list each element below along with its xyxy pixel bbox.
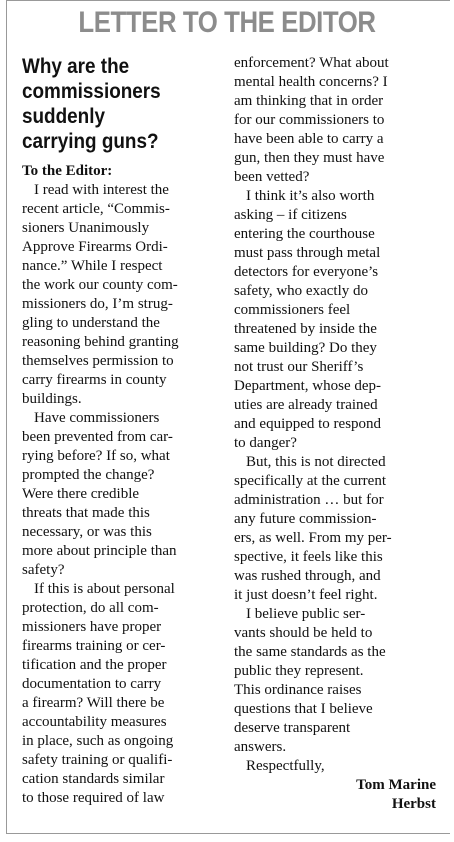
body-text-line: recent article, “Commis-	[22, 201, 170, 217]
signature-line: Herbst	[391, 796, 436, 812]
body-text-line: themselves permission to	[22, 353, 174, 369]
body-text-line: not trust our Sheriff’s	[234, 359, 364, 375]
body-text-line: Have commissioners	[34, 410, 160, 426]
body-text-line: rying before? If so, what	[22, 448, 170, 464]
bottom-rule	[6, 833, 450, 834]
body-text-line: mental health concerns? I	[234, 74, 388, 90]
body-text-line: To the Editor:	[22, 163, 113, 179]
body-text-line: gling to understand the	[22, 315, 160, 331]
right-column	[234, 54, 436, 814]
body-text-line: prompted the change?	[22, 467, 155, 483]
left-column	[22, 54, 222, 808]
headline	[22, 54, 222, 154]
body-text-line: been vetted?	[234, 169, 310, 185]
body-text-line: Respectfully,	[246, 758, 325, 774]
body-text-line: threatened by inside the	[234, 321, 377, 337]
body-text-line: in place, such as ongoing	[22, 733, 174, 749]
body-text-line: commissioners feel	[234, 302, 351, 318]
body-text-line: public they represent.	[234, 663, 364, 679]
signature-line: Tom Marine	[356, 777, 436, 793]
body-text-line: carry firearms in county	[22, 372, 167, 388]
body-text-line: accountability measures	[22, 714, 167, 730]
body-text-line: protection, do all com-	[22, 600, 159, 616]
body-text-line: But, this is not directed	[246, 454, 386, 470]
body-text-line: I think it’s also worth	[246, 188, 375, 204]
body-text-line: Approve Firearms Ordi-	[22, 239, 168, 255]
body-text-line: questions that I believe	[234, 701, 373, 717]
body-text-line: nance.” While I respect	[22, 258, 163, 274]
body-text-line: am thinking that in order	[234, 93, 384, 109]
body-text-line: necessary, or was this	[22, 524, 152, 540]
body-text-line: must pass through metal	[234, 245, 381, 261]
body-text-line: the same standards as the	[234, 644, 386, 660]
body-text-line: gun, then they must have	[234, 150, 385, 166]
body-text-line: missioners have proper	[22, 619, 162, 635]
body-text-line: enforcement? What about	[234, 55, 389, 71]
body-text-line: safety, who exactly do	[234, 283, 368, 299]
body-text-line: vants should be held to	[234, 625, 373, 641]
body-text-line: asking – if citizens	[234, 207, 347, 223]
body-text-line: entering the courthouse	[234, 226, 375, 242]
top-rule	[6, 0, 450, 1]
body-text-line: ers, as well. From my per-	[234, 530, 392, 546]
body-text-line: I believe public ser-	[246, 606, 366, 622]
body-text-line: same building? Do they	[234, 340, 377, 356]
body-text-line: spective, it feels like this	[234, 549, 383, 565]
right-column-body	[234, 54, 436, 776]
body-text-line: detectors for everyone’s	[234, 264, 379, 280]
body-text-line: safety training or qualifi-	[22, 752, 173, 768]
body-text-line: cation standards similar	[22, 771, 165, 787]
body-text-line: This ordinance raises	[234, 682, 362, 698]
headline-line: carrying guns?	[22, 130, 159, 153]
body-text-line: reasoning behind granting	[22, 334, 179, 350]
body-text-line: administration … but for	[234, 492, 384, 508]
body-text-line: missioners do, I’m strug-	[22, 296, 173, 312]
body-text-line: answers.	[234, 739, 287, 755]
body-text-line: and equipped to respond	[234, 416, 382, 432]
body-text-line: the work our county com-	[22, 277, 178, 293]
body-text-line: tification and the proper	[22, 657, 167, 673]
body-text-line: firearms training or cer-	[22, 638, 166, 654]
body-text-line: was rushed through, and	[234, 568, 381, 584]
body-text-line: documentation to carry	[22, 676, 162, 692]
body-text-line: deserve transparent	[234, 720, 351, 736]
body-text-line: specifically at the current	[234, 473, 387, 489]
headline-line: commissioners	[22, 80, 161, 103]
body-text-line: Were there credible	[22, 486, 140, 502]
signature	[234, 776, 436, 814]
body-text-line: any future commission-	[234, 511, 377, 527]
left-rule	[6, 0, 7, 834]
left-column-body	[22, 162, 222, 808]
body-text-line: it just doesn’t feel right.	[234, 587, 378, 603]
section-header: LETTER TO THE EDITOR	[78, 6, 376, 39]
body-text-line: I read with interest the	[34, 182, 169, 198]
headline-line: Why are the	[22, 55, 130, 78]
body-text-line: more about principle than	[22, 543, 177, 559]
body-text-line: If this is about personal	[34, 581, 175, 597]
body-text-line: uties are already trained	[234, 397, 378, 413]
body-text-line: have been able to carry a	[234, 131, 384, 147]
body-text-line: to those required of law	[22, 790, 165, 806]
body-text-line: to danger?	[234, 435, 297, 451]
body-text-line: been prevented from car-	[22, 429, 173, 445]
body-text-line: buildings.	[22, 391, 82, 407]
body-text-line: sioners Unanimously	[22, 220, 150, 236]
body-text-line: Department, whose dep-	[234, 378, 382, 394]
body-text-line: safety?	[22, 562, 65, 578]
body-text-line: a firearm? Will there be	[22, 695, 165, 711]
body-text-line: threats that made this	[22, 505, 150, 521]
headline-line: suddenly	[22, 105, 105, 128]
body-text-line: for our commissioners to	[234, 112, 385, 128]
